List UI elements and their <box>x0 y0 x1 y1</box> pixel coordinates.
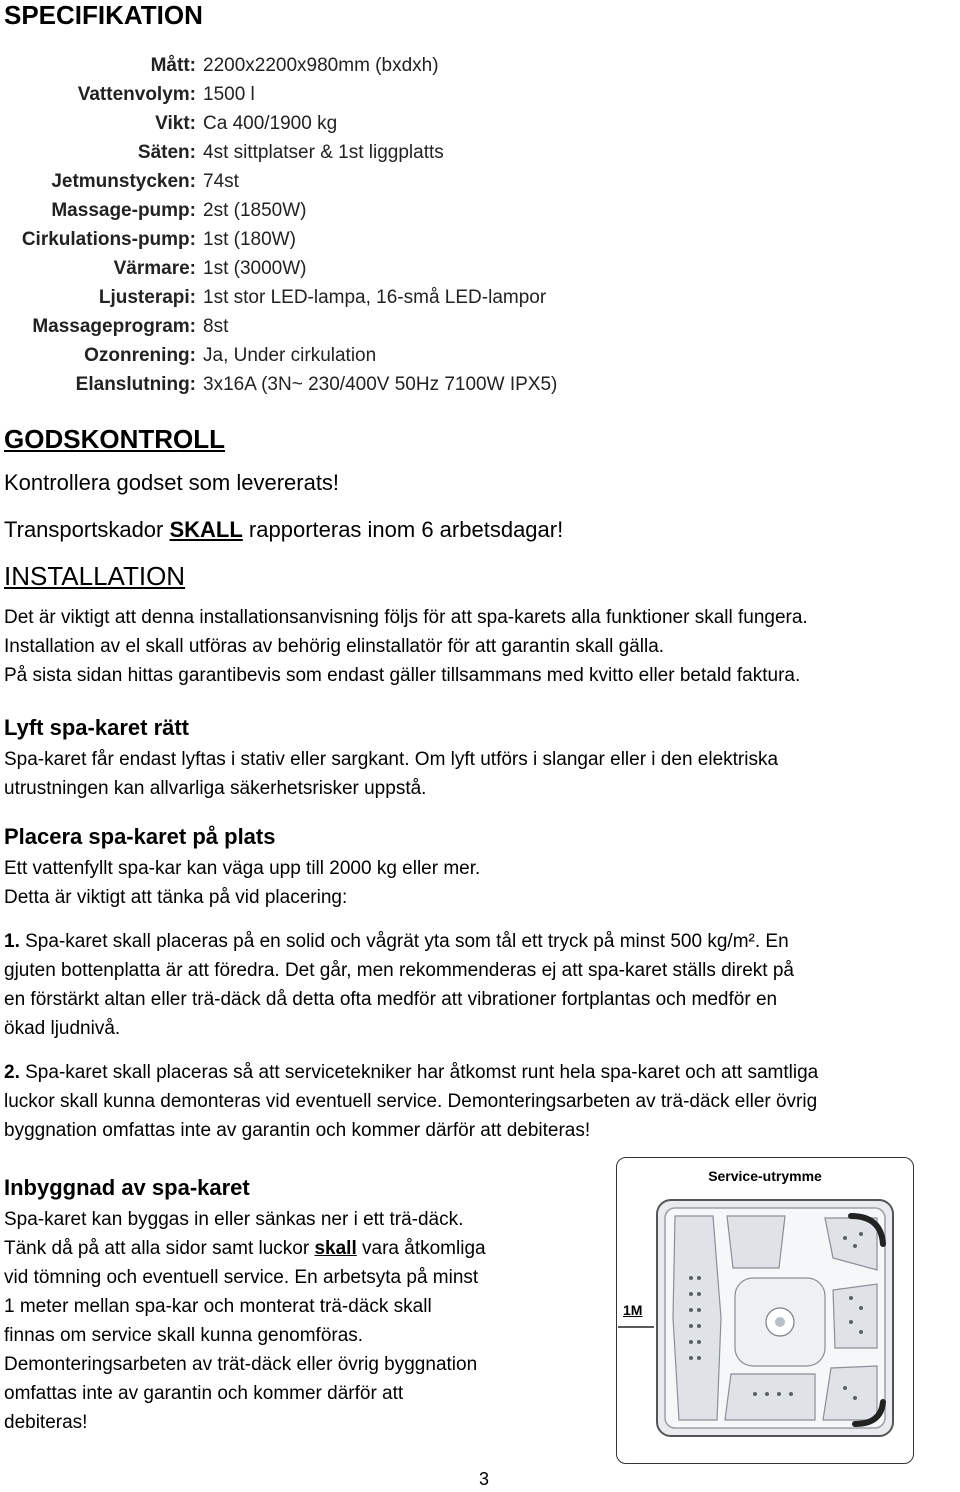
spec-value: 4st sittplatser & 1st liggplatts <box>203 142 444 163</box>
spec-row <box>0 316 700 345</box>
godskontroll-line1: Kontrollera godset som levererats! <box>4 470 340 495</box>
lyft-heading: Lyft spa-karet rätt <box>4 715 190 740</box>
placera-line: Ett vattenfyllt spa-kar kan väga upp till 2000 kg eller mer. <box>4 858 481 879</box>
spec-row <box>0 345 700 374</box>
spec-label: Vattenvolym: <box>77 84 196 105</box>
spec-value: 8st <box>203 316 229 337</box>
spec-label: Ozonrening: <box>84 345 196 366</box>
service-space-diagram <box>616 1157 914 1464</box>
spec-row <box>0 287 700 316</box>
lyft-line: Spa-karet får endast lyftas i stativ eller sargkant. Om lyft utförs i slangar eller i den elektriska <box>4 749 779 770</box>
placera-item2-line: luckor skall kunna demonteras vid eventuell service. Demonteringsarbeten av trä-däck eller övrig <box>4 1091 818 1112</box>
diagram-title: Service-utrymme <box>708 1168 822 1184</box>
placera-item1-line <box>4 931 789 953</box>
page-number: 3 <box>479 1469 490 1489</box>
distance-label: 1M <box>623 1302 643 1318</box>
spec-value: 2st (1850W) <box>203 200 307 221</box>
spec-label: Ljusterapi: <box>98 287 196 308</box>
inbyggnad-line: Demonteringsarbeten av trät-däck eller övrig byggnation <box>4 1354 478 1375</box>
godskontroll-line2 <box>4 517 563 543</box>
godskontroll-line2-pre: Transportskador <box>4 517 170 542</box>
placera-item1-text: Spa-karet skall placeras på en solid och vågrät yta som tål ett tryck på minst 500 kg/m². En <box>19 931 789 952</box>
spec-label: Vikt: <box>155 113 196 134</box>
spec-row <box>0 142 700 171</box>
inbyggnad-line2-post: vara åtkomliga <box>356 1238 486 1259</box>
spec-row <box>0 171 700 200</box>
inbyggnad-line2-emph: skall <box>314 1238 357 1259</box>
inbyggnad-line2-pre: Tänk då på att alla sidor samt luckor <box>4 1238 315 1259</box>
spec-label: Massageprogram: <box>32 316 196 337</box>
distance-arrow-icon <box>616 1322 656 1332</box>
installation-line: Installation av el skall utföras av behörig elinstallatör för att garantin skall gälla. <box>4 636 665 657</box>
spec-label: Mått: <box>150 55 196 76</box>
spec-value: 1500 l <box>203 84 255 105</box>
spec-label: Massage-pump: <box>51 200 196 221</box>
inbyggnad-line: debiteras! <box>4 1412 88 1433</box>
placera-item1-number: 1. <box>4 931 20 952</box>
spec-row <box>0 55 700 84</box>
spec-row <box>0 258 700 287</box>
spec-value: 1st stor LED-lampa, 16-små LED-lampor <box>203 287 547 308</box>
spec-value: Ca 400/1900 kg <box>203 113 338 134</box>
placera-item1-line: ökad ljudnivå. <box>4 1018 121 1039</box>
placera-item1-line: gjuten bottenplatta är att föredra. Det går, men rekommenderas ej att spa-karet ställs direkt på <box>4 960 794 981</box>
godskontroll-line2-emph: SKALL <box>169 517 243 542</box>
spec-label: Cirkulations-pump: <box>21 229 196 250</box>
godskontroll-heading: GODSKONTROLL <box>4 424 225 454</box>
spec-row <box>0 374 700 403</box>
inbyggnad-heading: Inbyggnad av spa-karet <box>4 1175 250 1200</box>
spec-label: Jetmunstycken: <box>51 171 196 192</box>
godskontroll-line2-post: rapporteras inom 6 arbetsdagar! <box>242 517 564 542</box>
spec-value: 1st (3000W) <box>203 258 307 279</box>
spec-row <box>0 229 700 258</box>
placera-item2-number: 2. <box>4 1062 20 1083</box>
placera-item2-text: Spa-karet skall placeras så att servicetekniker har åtkomst runt hela spa-karet och att samtliga <box>19 1062 819 1083</box>
spec-label: Värmare: <box>113 258 196 279</box>
spec-value: 3x16A (3N~ 230/400V 50Hz 7100W IPX5) <box>203 374 558 395</box>
inbyggnad-line: Spa-karet kan byggas in eller sänkas ner i ett trä-däck. <box>4 1209 464 1230</box>
inbyggnad-line: finnas om service skall kunna genomföras. <box>4 1325 364 1346</box>
placera-line: Detta är viktigt att tänka på vid placering: <box>4 887 348 908</box>
spa-top-view-image <box>655 1198 895 1438</box>
spec-heading: SPECIFIKATION <box>4 0 203 30</box>
installation-line: På sista sidan hittas garantibevis som endast gäller tillsammans med kvitto eller betald faktura. <box>4 665 801 686</box>
installation-line: Det är viktigt att denna installationsanvisning följs för att spa-karets alla funktioner skall fungera. <box>4 607 808 628</box>
spec-row <box>0 84 700 113</box>
spec-label: Säten: <box>137 142 196 163</box>
spec-value: Ja, Under cirkulation <box>203 345 377 366</box>
placera-item2-line: byggnation omfattas inte av garantin och kommer därför att debiteras! <box>4 1120 591 1141</box>
lyft-line: utrustningen kan allvarliga säkerhetsrisker uppstå. <box>4 778 427 799</box>
spec-label: Elanslutning: <box>75 374 196 395</box>
spec-value: 2200x2200x980mm (bxdxh) <box>203 55 439 76</box>
spec-row <box>0 113 700 142</box>
spec-row <box>0 200 700 229</box>
spec-value: 1st (180W) <box>203 229 296 250</box>
inbyggnad-line: omfattas inte av garantin och kommer därför att <box>4 1383 404 1404</box>
inbyggnad-line <box>4 1238 486 1260</box>
inbyggnad-line: vid tömning och eventuell service. En arbetsyta på minst <box>4 1267 479 1288</box>
installation-heading: INSTALLATION <box>4 561 186 591</box>
placera-item1-line: en förstärkt altan eller trä-däck då detta ofta medför att vibrationer fortplantas och medför en <box>4 989 778 1010</box>
inbyggnad-line: 1 meter mellan spa-kar och monterat trä-däck skall <box>4 1296 432 1317</box>
placera-heading: Placera spa-karet på plats <box>4 824 276 849</box>
spec-value: 74st <box>203 171 239 192</box>
placera-item2-line <box>4 1062 818 1084</box>
